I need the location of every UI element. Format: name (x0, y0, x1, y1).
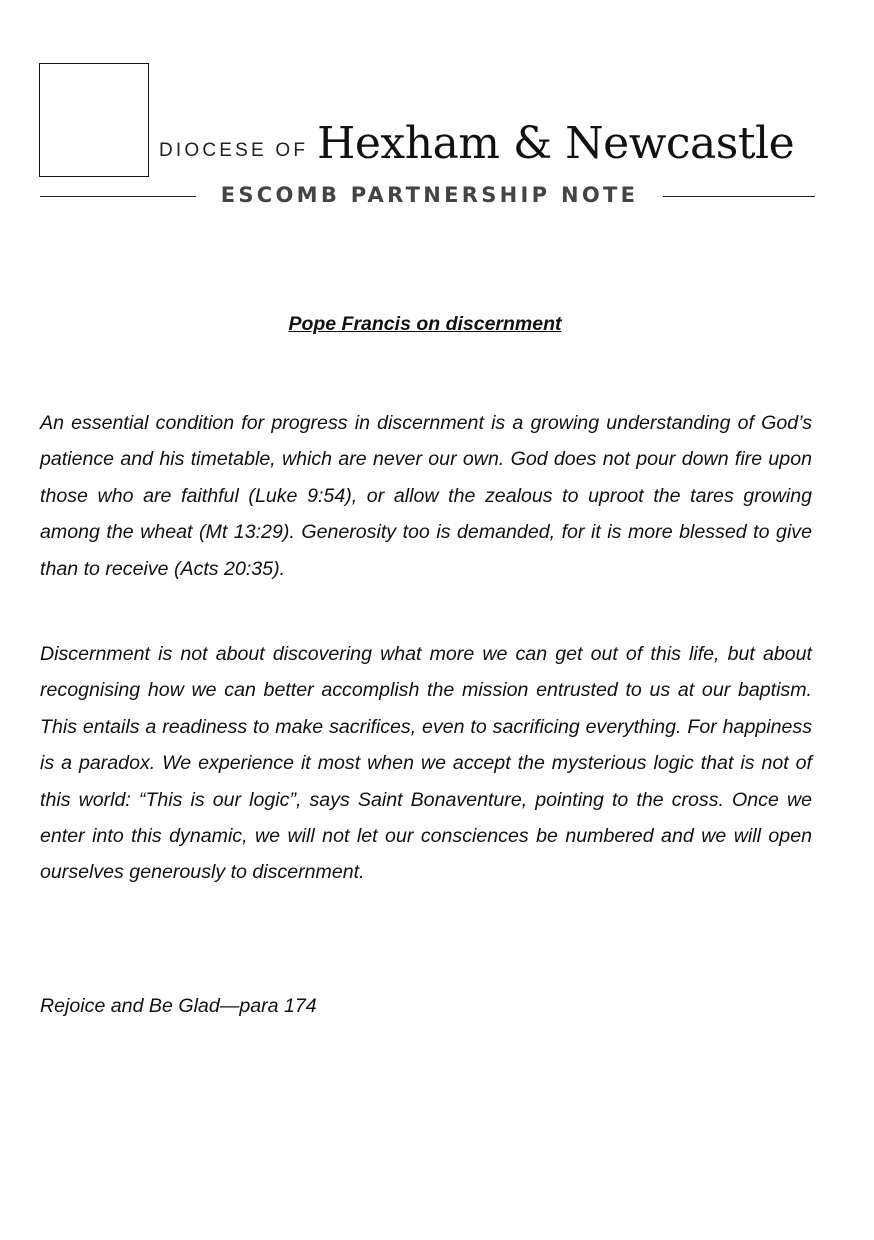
body-paragraph-2: Discernment is not about discovering what more we can get out of this life, but about recognising how we can better accomplish the mission entrusted to us at our baptism. This entails a readiness to make sacrifices, even to sacrificing everything. For happiness is a paradox. We experience it most when we accept the mysterious logic that is not of this world: “This is our logic”, says Saint Bonaventure, pointing to the cross. Once we enter into this dynamic, we will not let our consciences be numbered and we will open ourselves generously to discernment. (40, 643, 812, 884)
diocese-name: Hexham & Newcastle (317, 118, 795, 169)
logo-frame (39, 63, 149, 177)
body-paragraph-1: An essential condition for progress in discernment is a growing understanding of God’s patience and his timetable, which are never our own. God does not pour down fire upon those who are faithful (Luke 9:54), or allow the zealous to uproot the tares growing among the wheat (Mt 13:29). Generosity too is demanded, for it is more blessed to give than to receive (Acts 20:35). (40, 412, 812, 580)
partnership-note-subtitle: ESCOMB PARTNERSHIP NOTE (220, 183, 639, 207)
diocese-label: DIOCESE OF (159, 140, 309, 161)
document-title: Pope Francis on discernment (288, 313, 562, 335)
header-rule-left (40, 196, 196, 197)
header-rule-right (663, 196, 815, 197)
source-citation: Rejoice and Be Glad—para 174 (40, 995, 317, 1017)
